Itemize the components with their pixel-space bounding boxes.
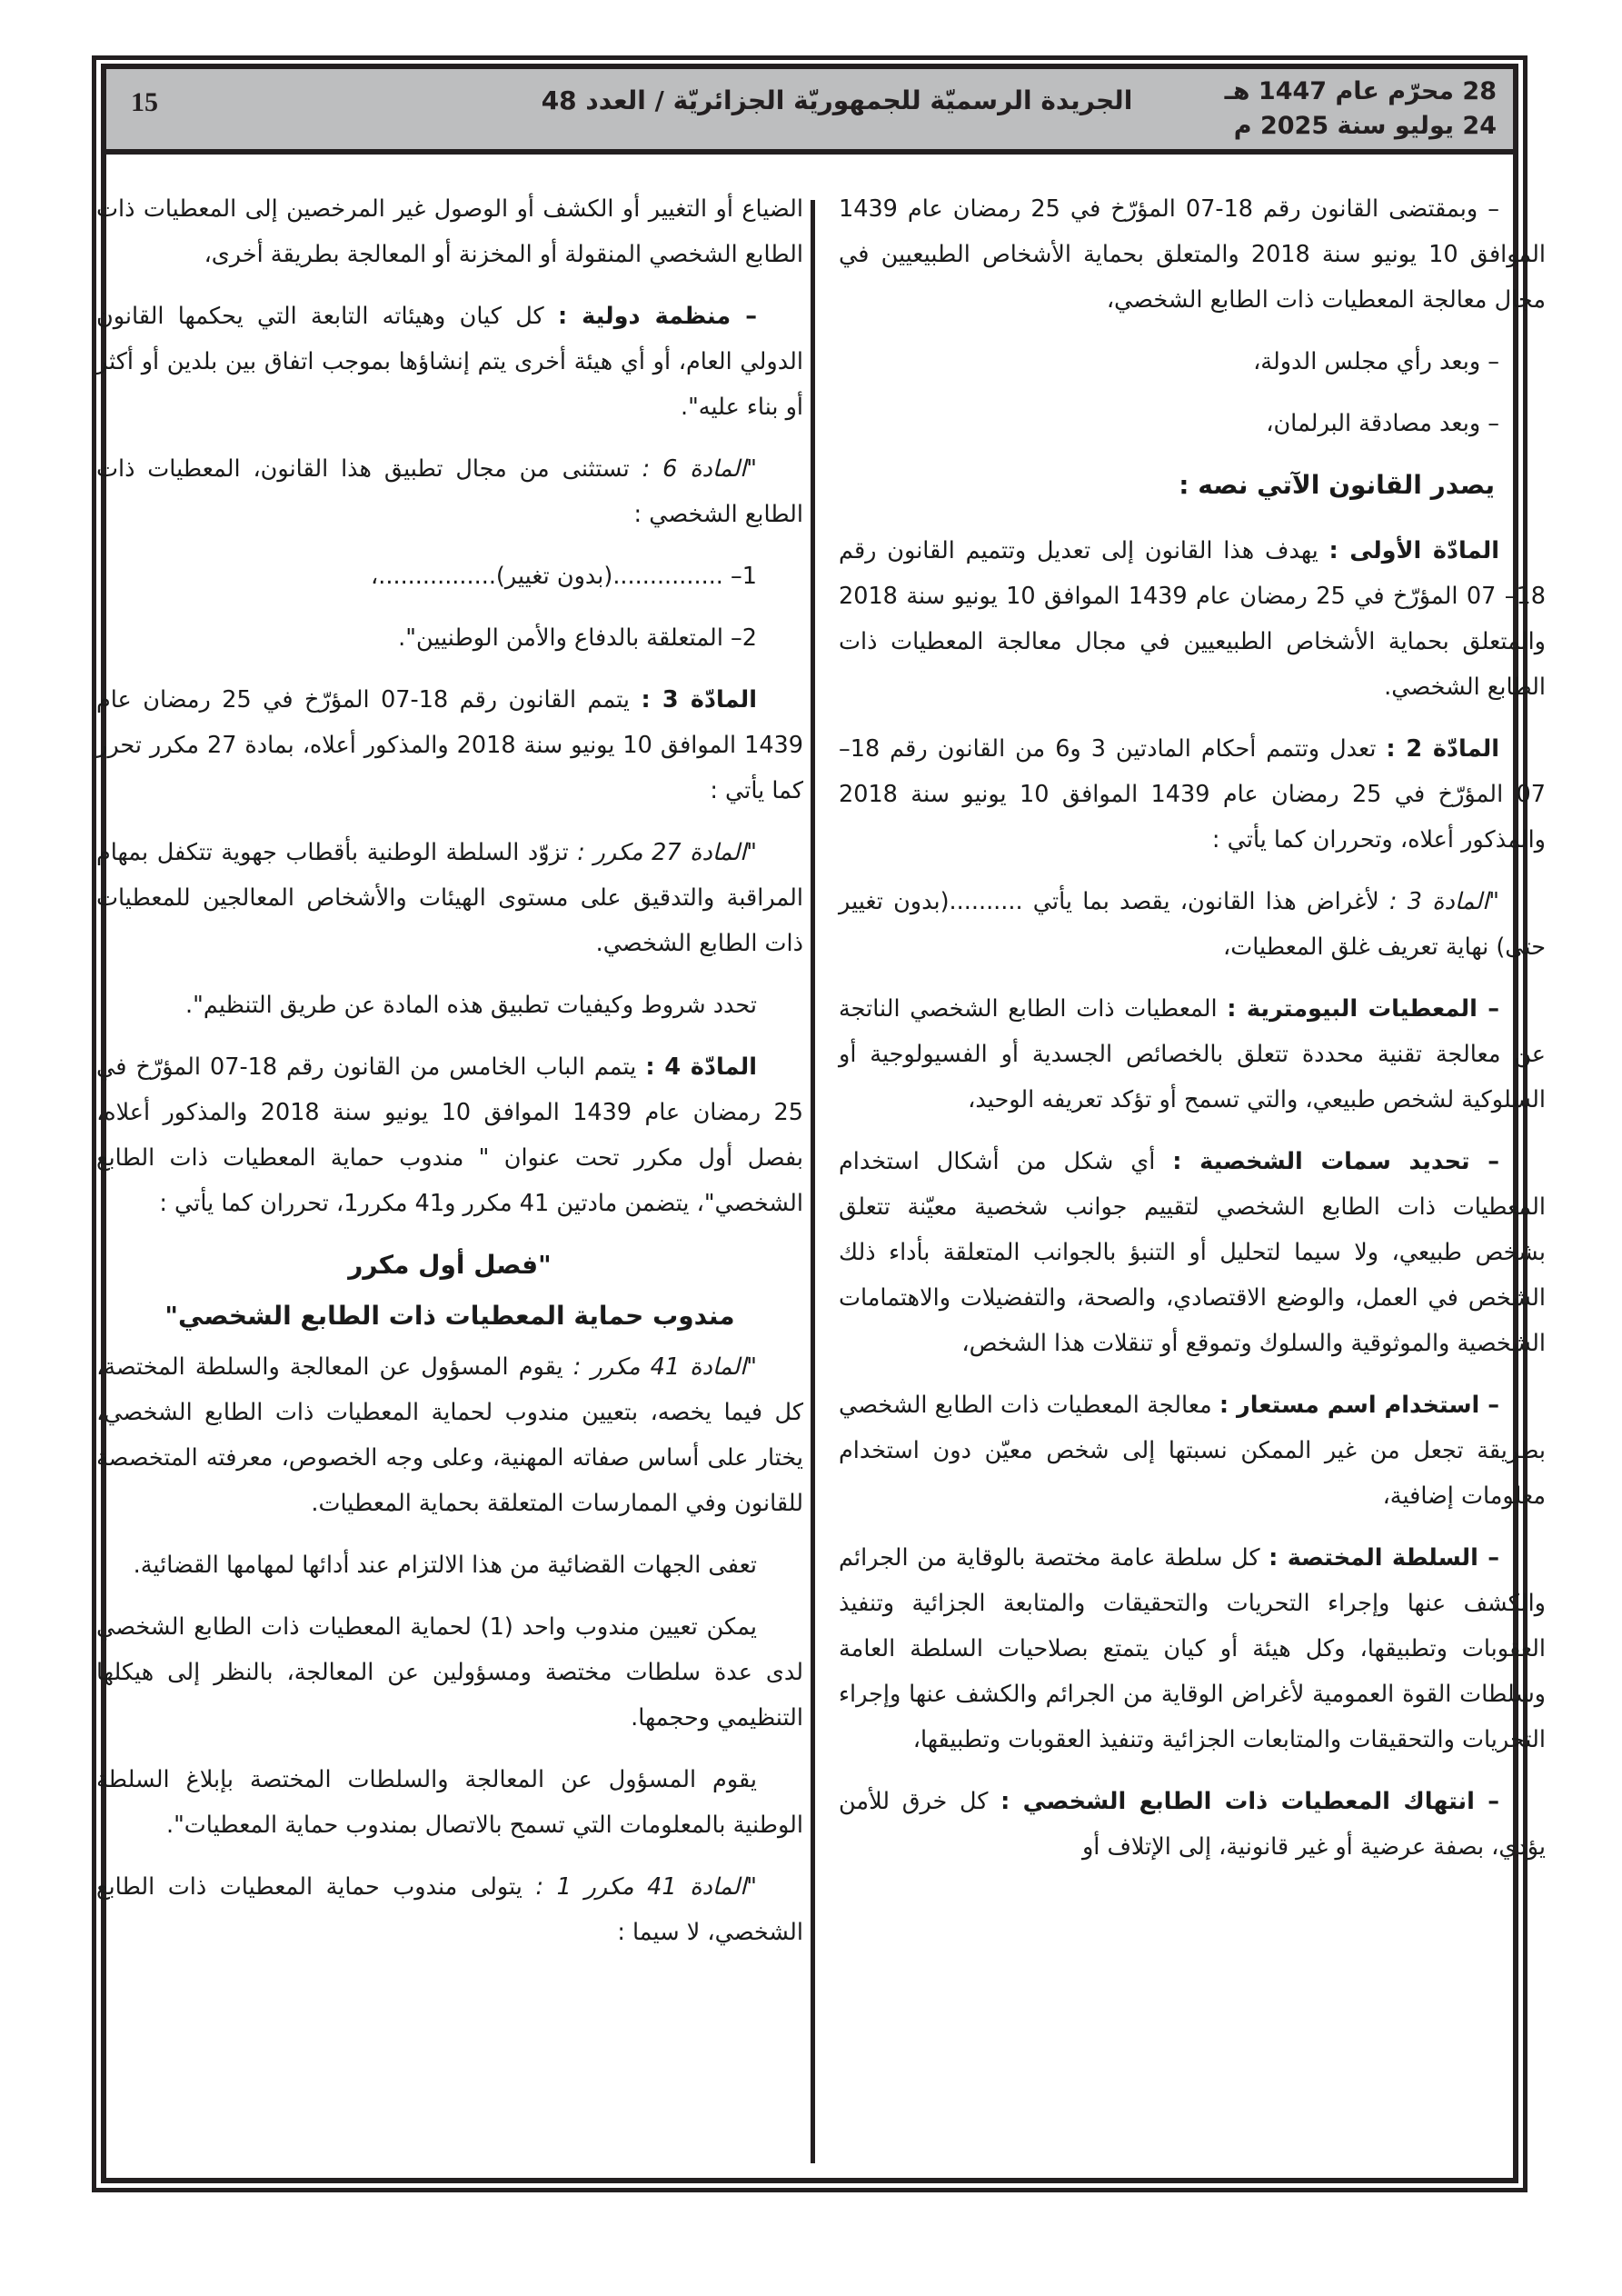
date-hijri: 28 محرّم عام 1447 هـ [1224, 77, 1497, 105]
date-gregorian: 24 يوليو سنة 2025 م [1233, 112, 1497, 140]
quoted-article-3 [839, 879, 1546, 970]
definition-text: كل سلطة عامة مختصة بالوقاية من الجرائم والكشف عنها وإجراء التحريات والتحقيقات والمتابعة الجزائية وتنفيذ العقوبات وتطبيقها، وكل هيئة أو كيان يتمتع بصلاحيات السلطة العامة وسلطات القوة العمومية لأغراض الوقاية من الجرائم والكشف عنها وإجراء التحريات والتحقيقات والمتابعات الجزائية وتنفيذ العقوبات وتطبيقها، [839, 1544, 1546, 1753]
header-date [1225, 75, 1497, 144]
article-text: تعدل وتتمم أحكام المادتين 3 و6 من القانون رقم 18– 07 المؤرّخ في 25 رمضان عام 1439 الموافق 10 يونيو سنة 2018 والمذكور أعلاه، وتحرران كما يأتي : [839, 735, 1546, 854]
promulgation-heading: يصدر القانون الآتي نصه : [1179, 470, 1495, 500]
definition-text: المعطيات ذات الطابع الشخصي الناتجة عن معالجة تقنية محددة تتعلق بالخصائص الجسدية أو الفسيولوجية أو السلوكية لشخص طبيعي، والتي تسمح أو تؤكد تعريفه الوحيد، [839, 995, 1546, 1113]
definition-term: – انتهاك المعطيات ذات الطابع الشخصي : [1000, 1788, 1499, 1815]
definition-biometric [839, 986, 1546, 1123]
definition-international-org [96, 294, 803, 430]
quoted-article-6 [96, 446, 803, 537]
article-paragraph: يقوم المسؤول عن المعالجة والسلطات المختصة بإبلاغ السلطة الوطنية بالمعلومات التي تسمح بالاتصال بمندوب حماية المعطيات". [96, 1766, 803, 1839]
article-text: يتمم القانون رقم 18-07 المؤرّخ في 25 رمضان عام 1439 الموافق 10 يونيو سنة 2018 والمذكور أعلاه، بمادة 27 مكرر تحرر كما يأتي : [96, 686, 804, 804]
column-divider [811, 200, 815, 2163]
article-label: "المادة 6 : [642, 455, 757, 483]
article-label: "المادة 41 مكرر : [572, 1353, 757, 1381]
definition-text: أي شكل من أشكال استخدام المعطيات ذات الطابع الشخصي لتقييم جوانب شخصية معيّنة تتعلق بشخص طبيعي، ولا سيما لتحليل أو التنبؤ بالجوانب المتعلقة بأداء ذلك الشخص في العمل، والوضع الاقتصادي، والصحة، والتفضيلات والاهتمامات الشخصية والموثوقية والسلوك وتموقع أو تنقلات هذا الشخص، [839, 1148, 1546, 1357]
article-paragraph: يمكن تعيين مندوب واحد (1) لحماية المعطيات ذات الطابع الشخصي لدى عدة سلطات مختصة ومسؤولين عن المعالجة، بالنظر إلى هيكلها التنظيمي وحجمها. [96, 1613, 803, 1732]
page-header [106, 69, 1513, 155]
article-2 [839, 726, 1546, 863]
definition-pseudonymisation [839, 1383, 1546, 1519]
page-number: 15 [131, 87, 158, 117]
definition-text: معالجة المعطيات ذات الطابع الشخصي بطريقة تجعل من غير الممكن نسبتها إلى شخص معيّن دون استخدام معلومات إضافية، [839, 1392, 1546, 1510]
list-item: 2– المتعلقة بالدفاع والأمن الوطنيين". [398, 624, 757, 652]
article-text: تزوّد السلطة الوطنية بأقطاب جهوية تتكفل بمهام المراقبة والتدقيق على مستوى الهيئات والأشخاص المعالجين للمعطيات ذات الطابع الشخصي. [96, 839, 803, 957]
definition-term: – السلطة المختصة : [1269, 1544, 1499, 1572]
definition-term: – تحديد سمات الشخصية : [1172, 1148, 1499, 1175]
article-text: يتولى مندوب حماية المعطيات ذات الطابع الشخصي، لا سيما : [96, 1873, 803, 1946]
definition-data-breach [839, 1779, 1546, 1870]
preamble-paragraph: – وبعد مصادقة البرلمان، [1266, 410, 1499, 437]
article-text: يقوم المسؤول عن المعالجة والسلطة المختصة، كل فيما يخصه، بتعيين مندوب لحماية المعطيات ذات الطابع الشخصي، يختار على أساس صفاته المهنية، وعلى وجه الخصوص، معرفته المتخصصة للقانون وفي الممارسات المتعلقة بحماية المعطيات. [96, 1353, 803, 1517]
article-label: المادّة الأولى : [1328, 537, 1499, 564]
article-label: "المادة 41 مكرر 1 : [535, 1873, 758, 1901]
article-paragraph: تعفى الجهات القضائية من هذا الالتزام عند أدائها لمهامها القضائية. [133, 1552, 757, 1579]
chapter-title: "فصل أول مكرر [348, 1250, 552, 1280]
quoted-article-41bis1 [96, 1864, 803, 1955]
article-label: المادّة 3 : [641, 686, 757, 714]
article-label: المادّة 2 : [1386, 735, 1499, 763]
article-label: "المادة 27 مكرر : [577, 839, 757, 866]
list-item: 1– ...............(بدون تغيير)................، [371, 563, 757, 590]
right-column [839, 186, 1546, 1886]
continued-paragraph: الضياع أو التغيير أو الكشف أو الوصول غير المرخصين إلى المعطيات ذات الطابع الشخصي المنقولة أو المخزنة أو المعالجة بطريقة أخرى، [96, 195, 803, 268]
quoted-article-41bis [96, 1344, 803, 1526]
definition-competent-authority [839, 1535, 1546, 1762]
left-column [96, 186, 803, 1972]
definition-term: – منظمة دولية : [557, 303, 757, 330]
definition-term: – استخدام اسم مستعار : [1219, 1392, 1499, 1419]
gazette-title: الجريدة الرسميّة للجمهوريّة الجزائريّة / العدد 48 [541, 85, 1133, 115]
article-text: تستثنى من مجال تطبيق هذا القانون، المعطيات ذات الطابع الشخصي : [96, 455, 803, 528]
article-label: "المادة 3 : [1388, 888, 1499, 915]
preamble-paragraph: – وبمقتضى القانون رقم 18-07 المؤرّخ في 25 رمضان عام 1439 الموافق 10 يونيو سنة 2018 والمتعلق بحماية الأشخاص الطبيعيين في مجال معالجة المعطيات ذات الطابع الشخصي، [839, 195, 1546, 314]
article-text: لأغراض هذا القانون، يقصد بما يأتي ..........(بدون تغيير حتى) نهاية تعريف غلق المعطيات، [839, 888, 1546, 961]
definition-profiling [839, 1139, 1546, 1366]
article-text: يهدف هذا القانون إلى تعديل وتتميم القانون رقم 18– 07 المؤرّخ في 25 رمضان عام 1439 الموافق 10 يونيو سنة 2018 والمتعلق بحماية الأشخاص الطبيعيين في مجال معالجة المعطيات ذات الطابع الشخصي. [839, 537, 1546, 701]
definition-text: كل كيان وهيئاته التابعة التي يحكمها القانون الدولي العام، أو أي هيئة أخرى يتم إنشاؤها بموجب اتفاق بين بلدين أو أكثر أو بناء عليه". [96, 303, 803, 421]
preamble-paragraph: – وبعد رأي مجلس الدولة، [1253, 348, 1499, 375]
article-1 [839, 528, 1546, 710]
article-paragraph: تحدد شروط وكيفيات تطبيق هذه المادة عن طريق التنظيم". [185, 992, 757, 1019]
article-3 [96, 677, 803, 814]
article-text: يتمم الباب الخامس من القانون رقم 18-07 المؤرّخ في 25 رمضان عام 1439 الموافق 10 يونيو سنة 2018 والمذكور أعلاه، بفصل أول مكرر تحت عنوان " مندوب حماية المعطيات ذات الطابع الشخصي"، يتضمن مادتين 41 مكرر و41 مكرر1، تحرران كما يأتي : [96, 1053, 803, 1217]
definition-text: كل خرق للأمن يؤدي، بصفة عرضية أو غير قانونية، إلى الإتلاف أو [839, 1788, 1546, 1861]
chapter-subtitle: مندوب حماية المعطيات ذات الطابع الشخصي" [164, 1301, 735, 1331]
article-4 [96, 1044, 803, 1226]
definition-term: – المعطيات البيومترية : [1227, 995, 1500, 1023]
quoted-article-27bis [96, 830, 803, 966]
article-label: المادّة 4 : [645, 1053, 758, 1081]
